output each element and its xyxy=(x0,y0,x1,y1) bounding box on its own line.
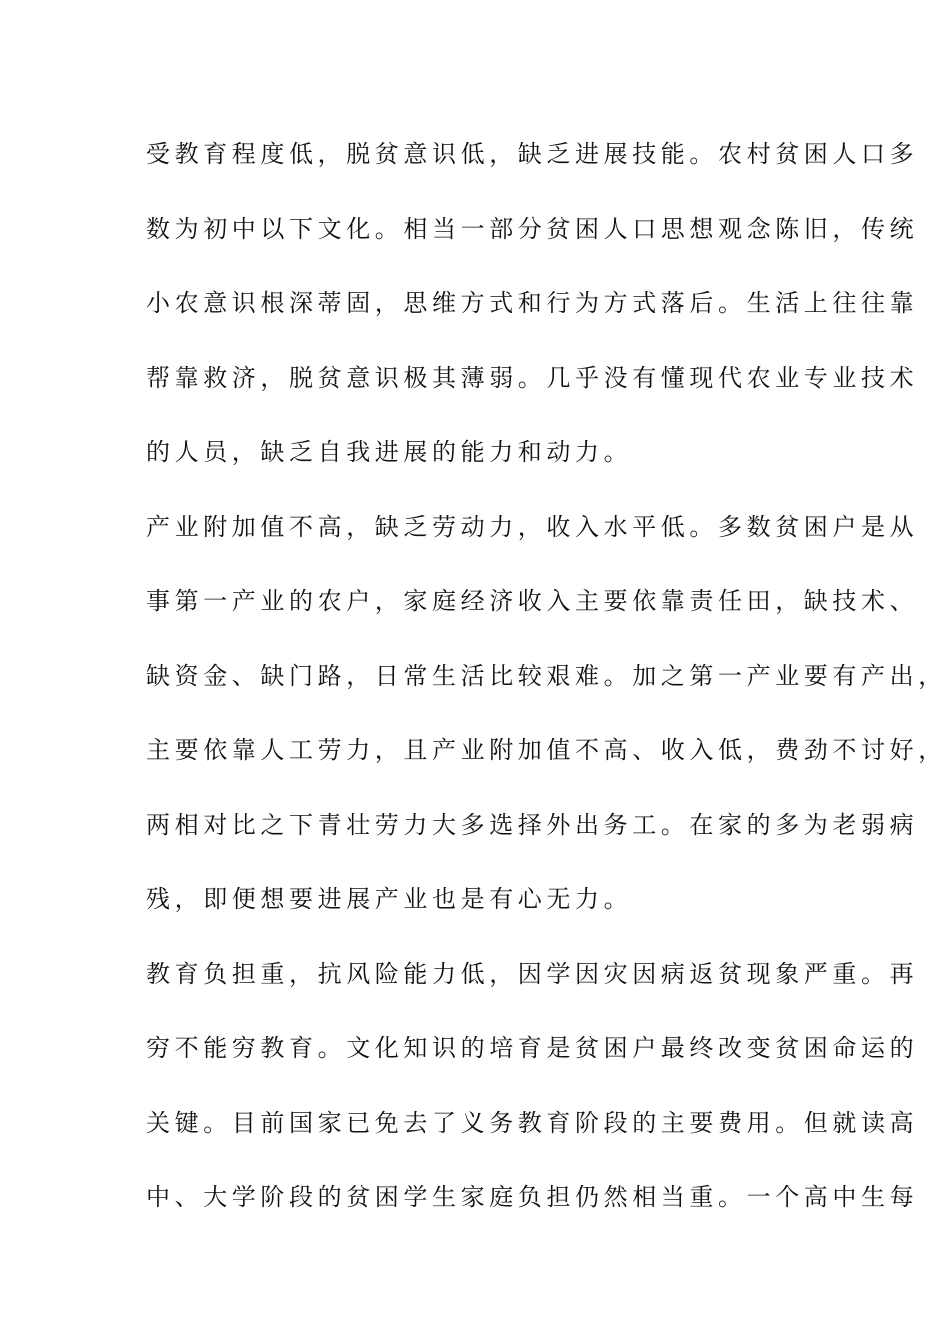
text-line: 受教育程度低，脱贫意识低，缺乏进展技能。农村贫困人口多 xyxy=(146,140,919,168)
text-line: 的人员，缺乏自我进展的能力和动力。 xyxy=(146,438,633,466)
text-line: 中、大学阶段的贫困学生家庭负担仍然相当重。一个高中生每 xyxy=(146,1183,919,1211)
text-line: 两相对比之下青壮劳力大多选择外出务工。在家的多为老弱病 xyxy=(146,810,919,839)
text-line: 缺资金、缺门路，日常生活比较艰难。加之第一产业要有产出， xyxy=(146,661,947,690)
paragraph-education-awareness xyxy=(146,130,919,503)
text-line: 关键。目前国家已免去了义务教育阶段的主要费用。但就读高 xyxy=(146,1108,919,1137)
paragraph-industry-labor xyxy=(146,503,947,950)
text-line: 数为初中以下文化。相当一部分贫困人口思想观念陈旧，传统 xyxy=(146,214,919,243)
text-line: 主要依靠人工劳力，且产业附加值不高、收入低，费劲不讨好， xyxy=(146,736,947,764)
body-text xyxy=(146,130,947,1248)
text-line: 帮靠救济，脱贫意识极其薄弱。几乎没有懂现代农业专业技术 xyxy=(146,363,919,392)
text-line: 教育负担重，抗风险能力低，因学因灾因病返贫现象严重。再 xyxy=(146,959,919,988)
text-line: 小农意识根深蒂固，思维方式和行为方式落后。生活上往往靠 xyxy=(146,289,919,317)
text-line: 产业附加值不高，缺乏劳动力，收入水平低。多数贫困户是从 xyxy=(146,512,919,541)
text-line: 残，即便想要进展产业也是有心无力。 xyxy=(146,885,633,913)
paragraph-education-burden xyxy=(146,950,919,1248)
text-line: 事第一产业的农户，家庭经济收入主要依靠责任田，缺技术、 xyxy=(146,587,919,615)
text-line: 穷不能穷教育。文化知识的培育是贫困户最终改变贫困命运的 xyxy=(146,1034,919,1062)
